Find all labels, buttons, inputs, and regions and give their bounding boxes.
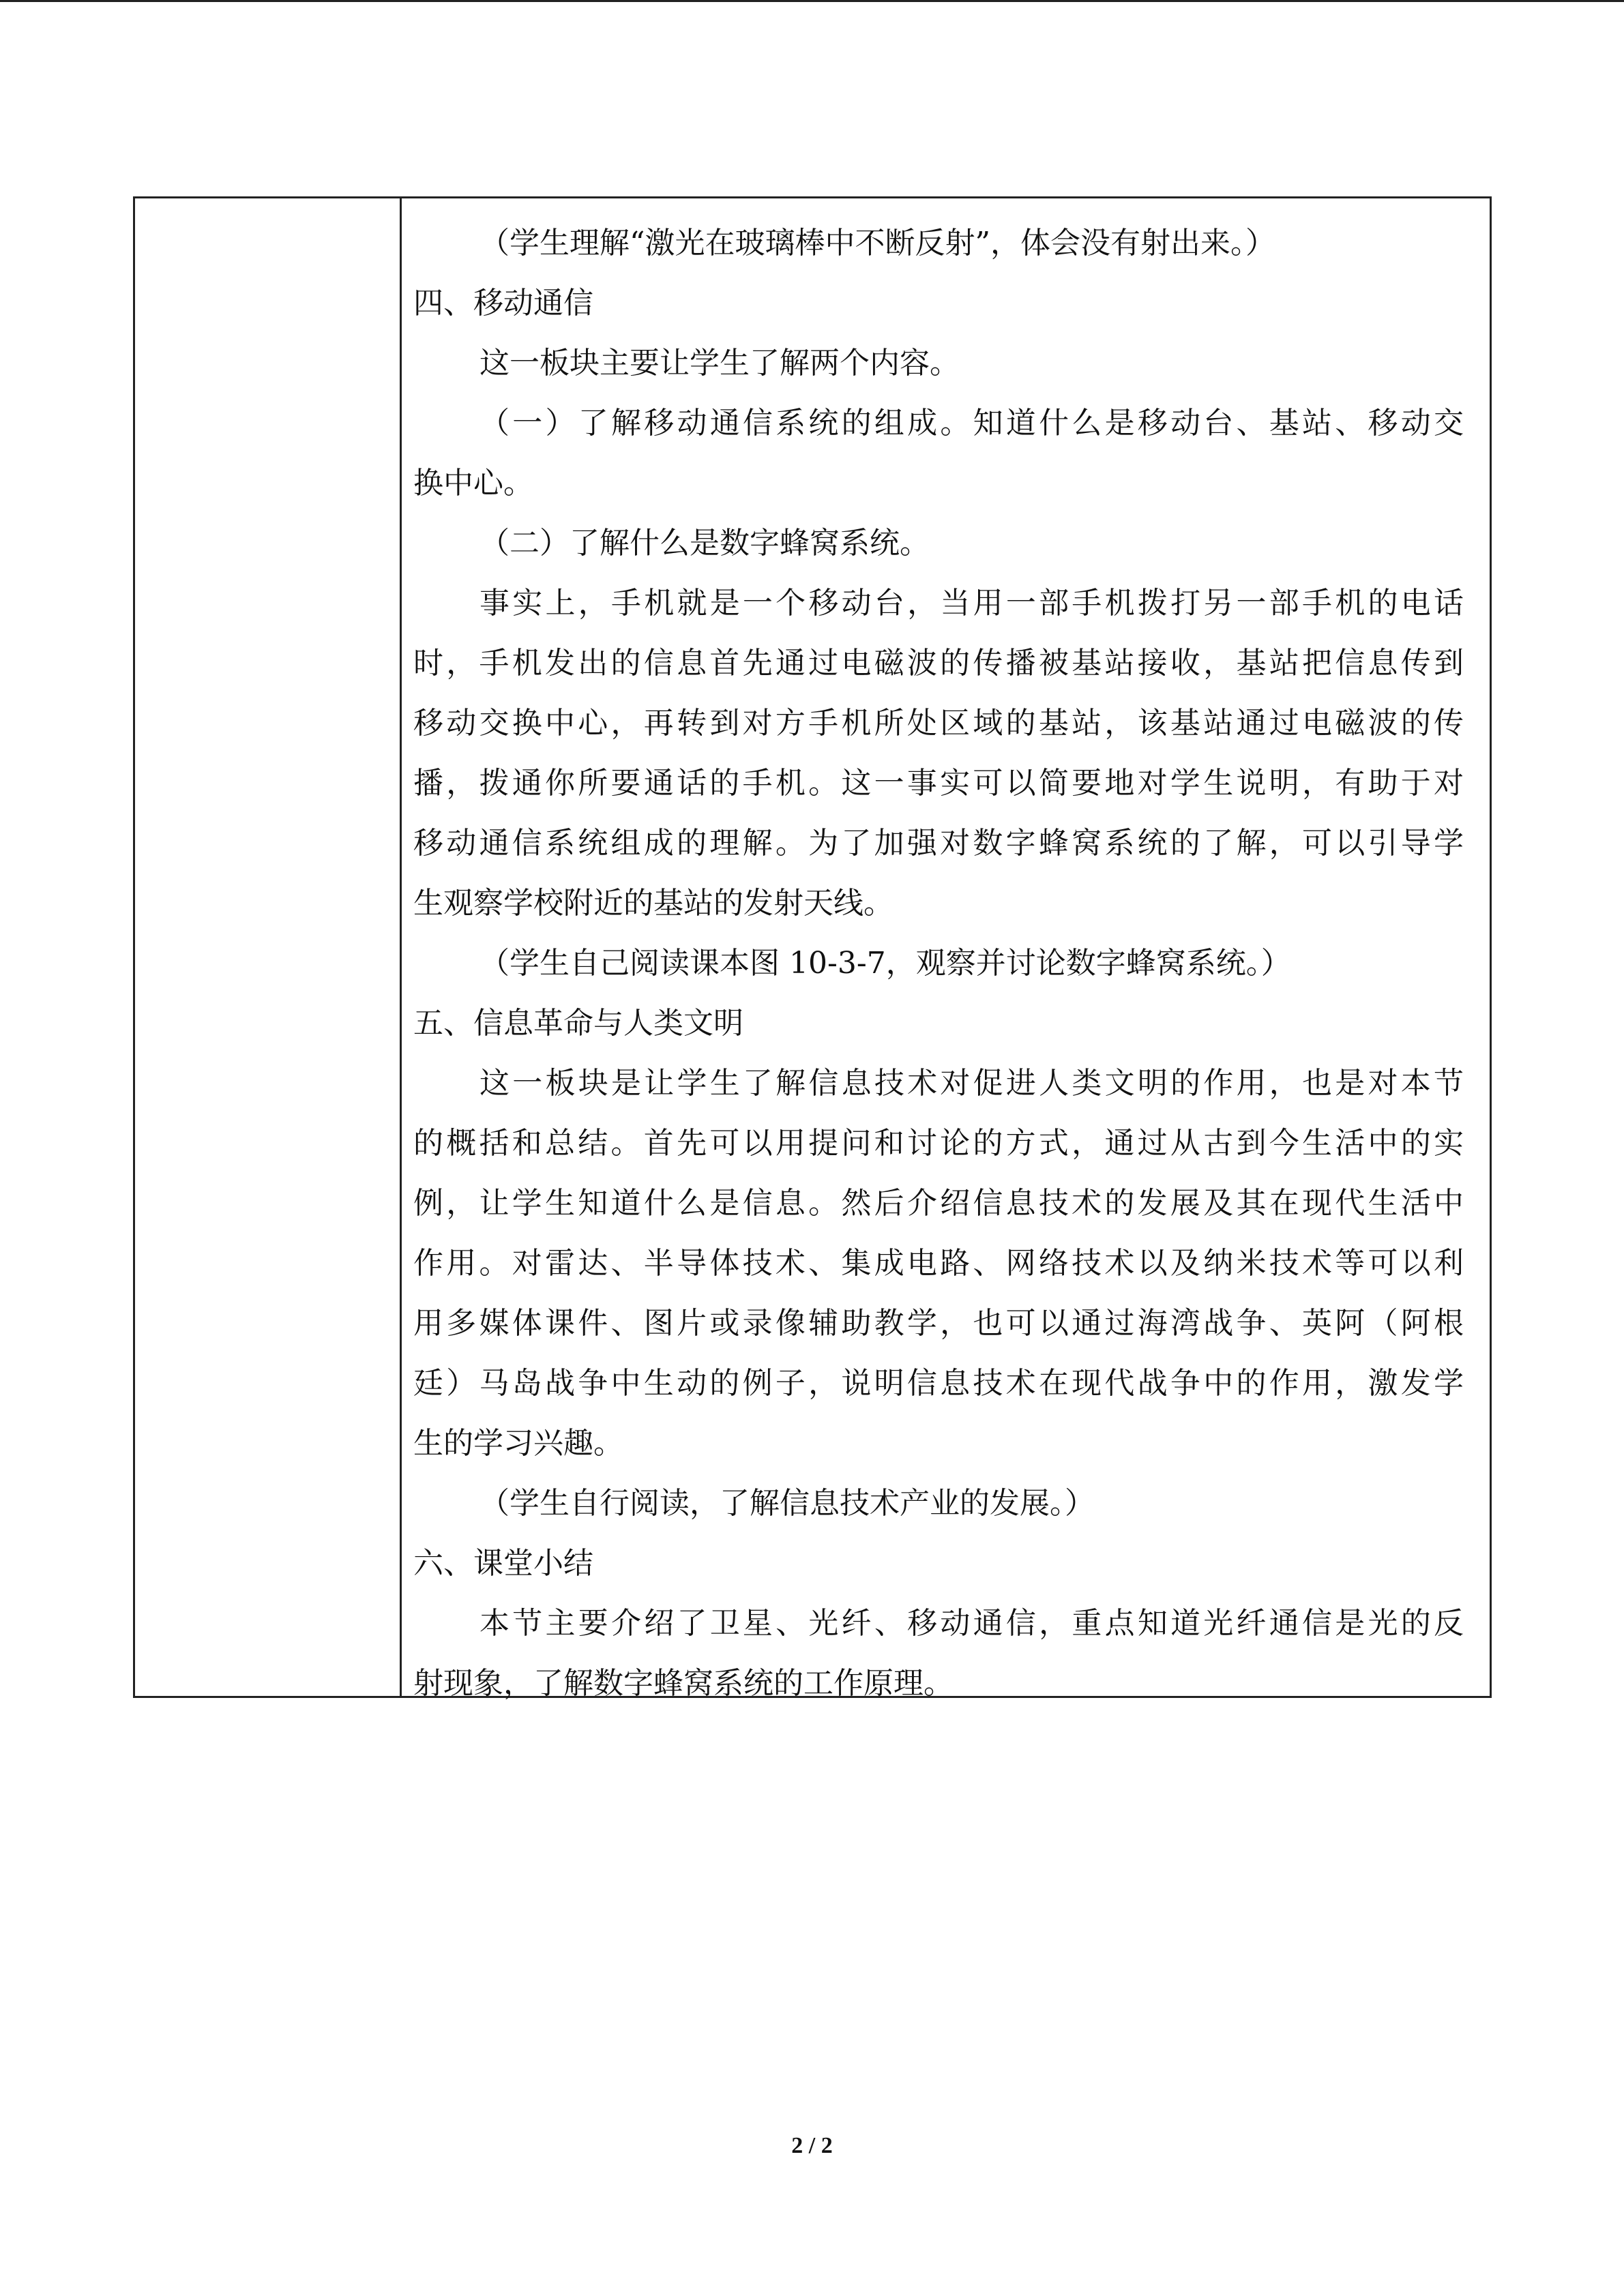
paragraph-line: 换中心。 (413, 466, 533, 501)
paragraph-line: 作用。对雷达、半导体技术、集成电路、网络技术以及纳米技术等可以利 (413, 1246, 1464, 1281)
paragraph-line: 这一板块是让学生了解信息技术对促进人类文明的作用，也是对本节 (479, 1066, 1464, 1101)
section-heading-information-revolution: 五、信息革命与人类文明 (413, 1006, 743, 1041)
paragraph-line: 射现象，了解数字蜂窝系统的工作原理。 (413, 1666, 954, 1701)
paragraph-line: 播，拨通你所要通话的手机。这一事实可以简要地对学生说明，有助于对 (413, 766, 1464, 801)
paragraph-line: 本节主要介绍了卫星、光纤、移动通信，重点知道光纤通信是光的反 (479, 1606, 1464, 1641)
paragraph-line: （学生理解“激光在玻璃棒中不断反射”，体会没有射出来。） (479, 226, 1275, 260)
paragraph-line: （一）了解移动通信系统的组成。知道什么是移动台、基站、移动交 (479, 406, 1464, 441)
paragraph-line: 用多媒体课件、图片或录像辅助教学，也可以通过海湾战争、英阿（阿根 (413, 1306, 1464, 1341)
paragraph-line: 事实上，手机就是一个移动台，当用一部手机拨打另一部手机的电话 (479, 586, 1464, 621)
paragraph-line: 时，手机发出的信息首先通过电磁波的传播被基站接收，基站把信息传到 (413, 646, 1464, 681)
paragraph-line: 例，让学生知道什么是信息。然后介绍信息技术的发展及其在现代生活中 (413, 1186, 1464, 1221)
lesson-table (133, 196, 1492, 1701)
table-content-cell (404, 198, 1490, 1701)
paragraph-line: 生的学习兴趣。 (413, 1426, 623, 1461)
paragraph-line: （学生自己阅读课本图 10-3-7，观察并讨论数字蜂窝系统。） (479, 946, 1291, 981)
paragraph-line: （二）了解什么是数字蜂窝系统。 (479, 526, 930, 561)
page-number: 2 / 2 (791, 2133, 833, 2158)
paragraph-line: 生观察学校附近的基站的发射天线。 (413, 886, 894, 921)
paragraph-line: 移动通信系统组成的理解。为了加强对数字蜂窝系统的了解，可以引导学 (413, 826, 1464, 861)
section-heading-mobile-communication: 四、移动通信 (413, 286, 593, 320)
page-top-border (0, 0, 1624, 2)
paragraph-line: 移动交换中心，再转到对方手机所处区域的基站，该基站通过电磁波的传 (413, 706, 1464, 741)
paragraph-line: 的概括和总结。首先可以用提问和讨论的方式，通过从古到今生活中的实 (413, 1126, 1464, 1161)
section-heading-class-summary: 六、课堂小结 (413, 1546, 593, 1581)
paragraph-line: 这一板块主要让学生了解两个内容。 (479, 346, 960, 381)
paragraph-line: （学生自行阅读，了解信息技术产业的发展。） (479, 1486, 1095, 1521)
table-left-cell (135, 198, 402, 1696)
paragraph-line: 廷）马岛战争中生动的例子，说明信息技术在现代战争中的作用，激发学 (413, 1366, 1464, 1401)
